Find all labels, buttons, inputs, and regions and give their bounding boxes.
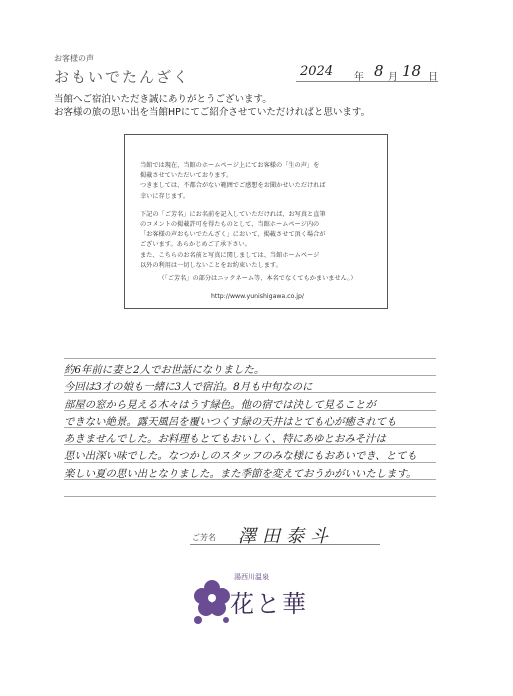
notice-line: 幸いに存じます。 xyxy=(140,192,190,200)
comment-line: 楽しい夏の思い出となりました。また季節を変えておうかがいいたします。 xyxy=(64,467,417,480)
notice-line: のコメントの掲載許可を得たものとして、当館ホームページ内の xyxy=(140,221,320,229)
date-day-label: 日 xyxy=(428,72,438,83)
notice-line: 下記の「ご芳名」にお名前を記入していただければ、お写真と直筆 xyxy=(140,210,326,218)
date-month-value: 8 xyxy=(374,62,384,80)
ryokan-logo xyxy=(190,568,340,638)
logo-tagline: 湯西川温泉 xyxy=(234,573,269,581)
date-field xyxy=(296,62,446,84)
comment-line: 今回は3才の娘も一緒に3人で宿泊。8月も中旬なのに xyxy=(64,381,313,394)
handwritten-comment xyxy=(64,362,436,483)
notice-url: http://www.yunishigawa.co.jp/ xyxy=(211,293,304,301)
notice-line: ございます。あらかじめご了承下さい。 xyxy=(140,241,251,249)
date-month-label: 月 xyxy=(388,72,398,83)
comment-line: 思い出深い味でした。なつかしのスタッフのみな様にもおあいでき、とても xyxy=(64,450,417,463)
flower-icon xyxy=(190,576,234,628)
intro-line: お客様の旅の思い出を当館HPにてご紹介させていただければと思います。 xyxy=(54,107,371,118)
intro-text xyxy=(54,93,370,119)
logo-name: 花と華 xyxy=(230,590,308,618)
form-title: おもいでたんざく xyxy=(54,68,191,86)
notice-line: 当館では現在、当館のホームページ上にてお客様の「生の声」を xyxy=(140,162,320,169)
date-day-value: 18 xyxy=(402,62,422,80)
notice-line: 以外の利用は一切しないことをお約束いたします。 xyxy=(140,261,282,269)
ruled-line xyxy=(64,358,436,359)
notice-line: 「お客様の声おもいでたんざく」において、掲載させて頂く場合が xyxy=(140,231,326,239)
date-year-label: 年 xyxy=(354,72,364,83)
signature-label: ご芳名 xyxy=(192,533,216,542)
ruled-line xyxy=(64,496,436,497)
comment-line: 約6年前に妻と2人でお世話になりました。 xyxy=(64,364,265,376)
intro-line: 当館へご宿泊いただき誠にありがとうございます。 xyxy=(54,94,272,105)
signature-underline xyxy=(190,544,380,545)
date-year-value: 2024 xyxy=(300,64,334,79)
date-underline xyxy=(296,81,438,82)
notice-line: つきましては、不都合がない範囲でご感想をお聞かせいただければ xyxy=(140,182,326,190)
comment-line: 部屋の窓から見える木々はうす緑色。他の宿では決して見ることが xyxy=(64,398,376,411)
signature-name: 澤田泰斗 xyxy=(238,526,334,547)
comment-line: あきませんでした。お料理もとてもおいしく、特にあゆとおみそ汁は xyxy=(64,433,386,446)
notice-nickname-note: （「ご芳名」の部分はニックネーム等、本名でなくてもかまいません。） xyxy=(158,275,357,283)
form-subtitle: お客様の声 xyxy=(54,54,94,63)
notice-line: また、こちらのお名前と写真に関しましては、当館ホームページ xyxy=(140,251,320,259)
comment-line: できない絶景。露天風呂を覆いつくす緑の天井はとても心が癒されても xyxy=(64,415,397,428)
notice-box xyxy=(124,134,388,309)
notice-line: 掲載させていただいております。 xyxy=(140,172,233,180)
